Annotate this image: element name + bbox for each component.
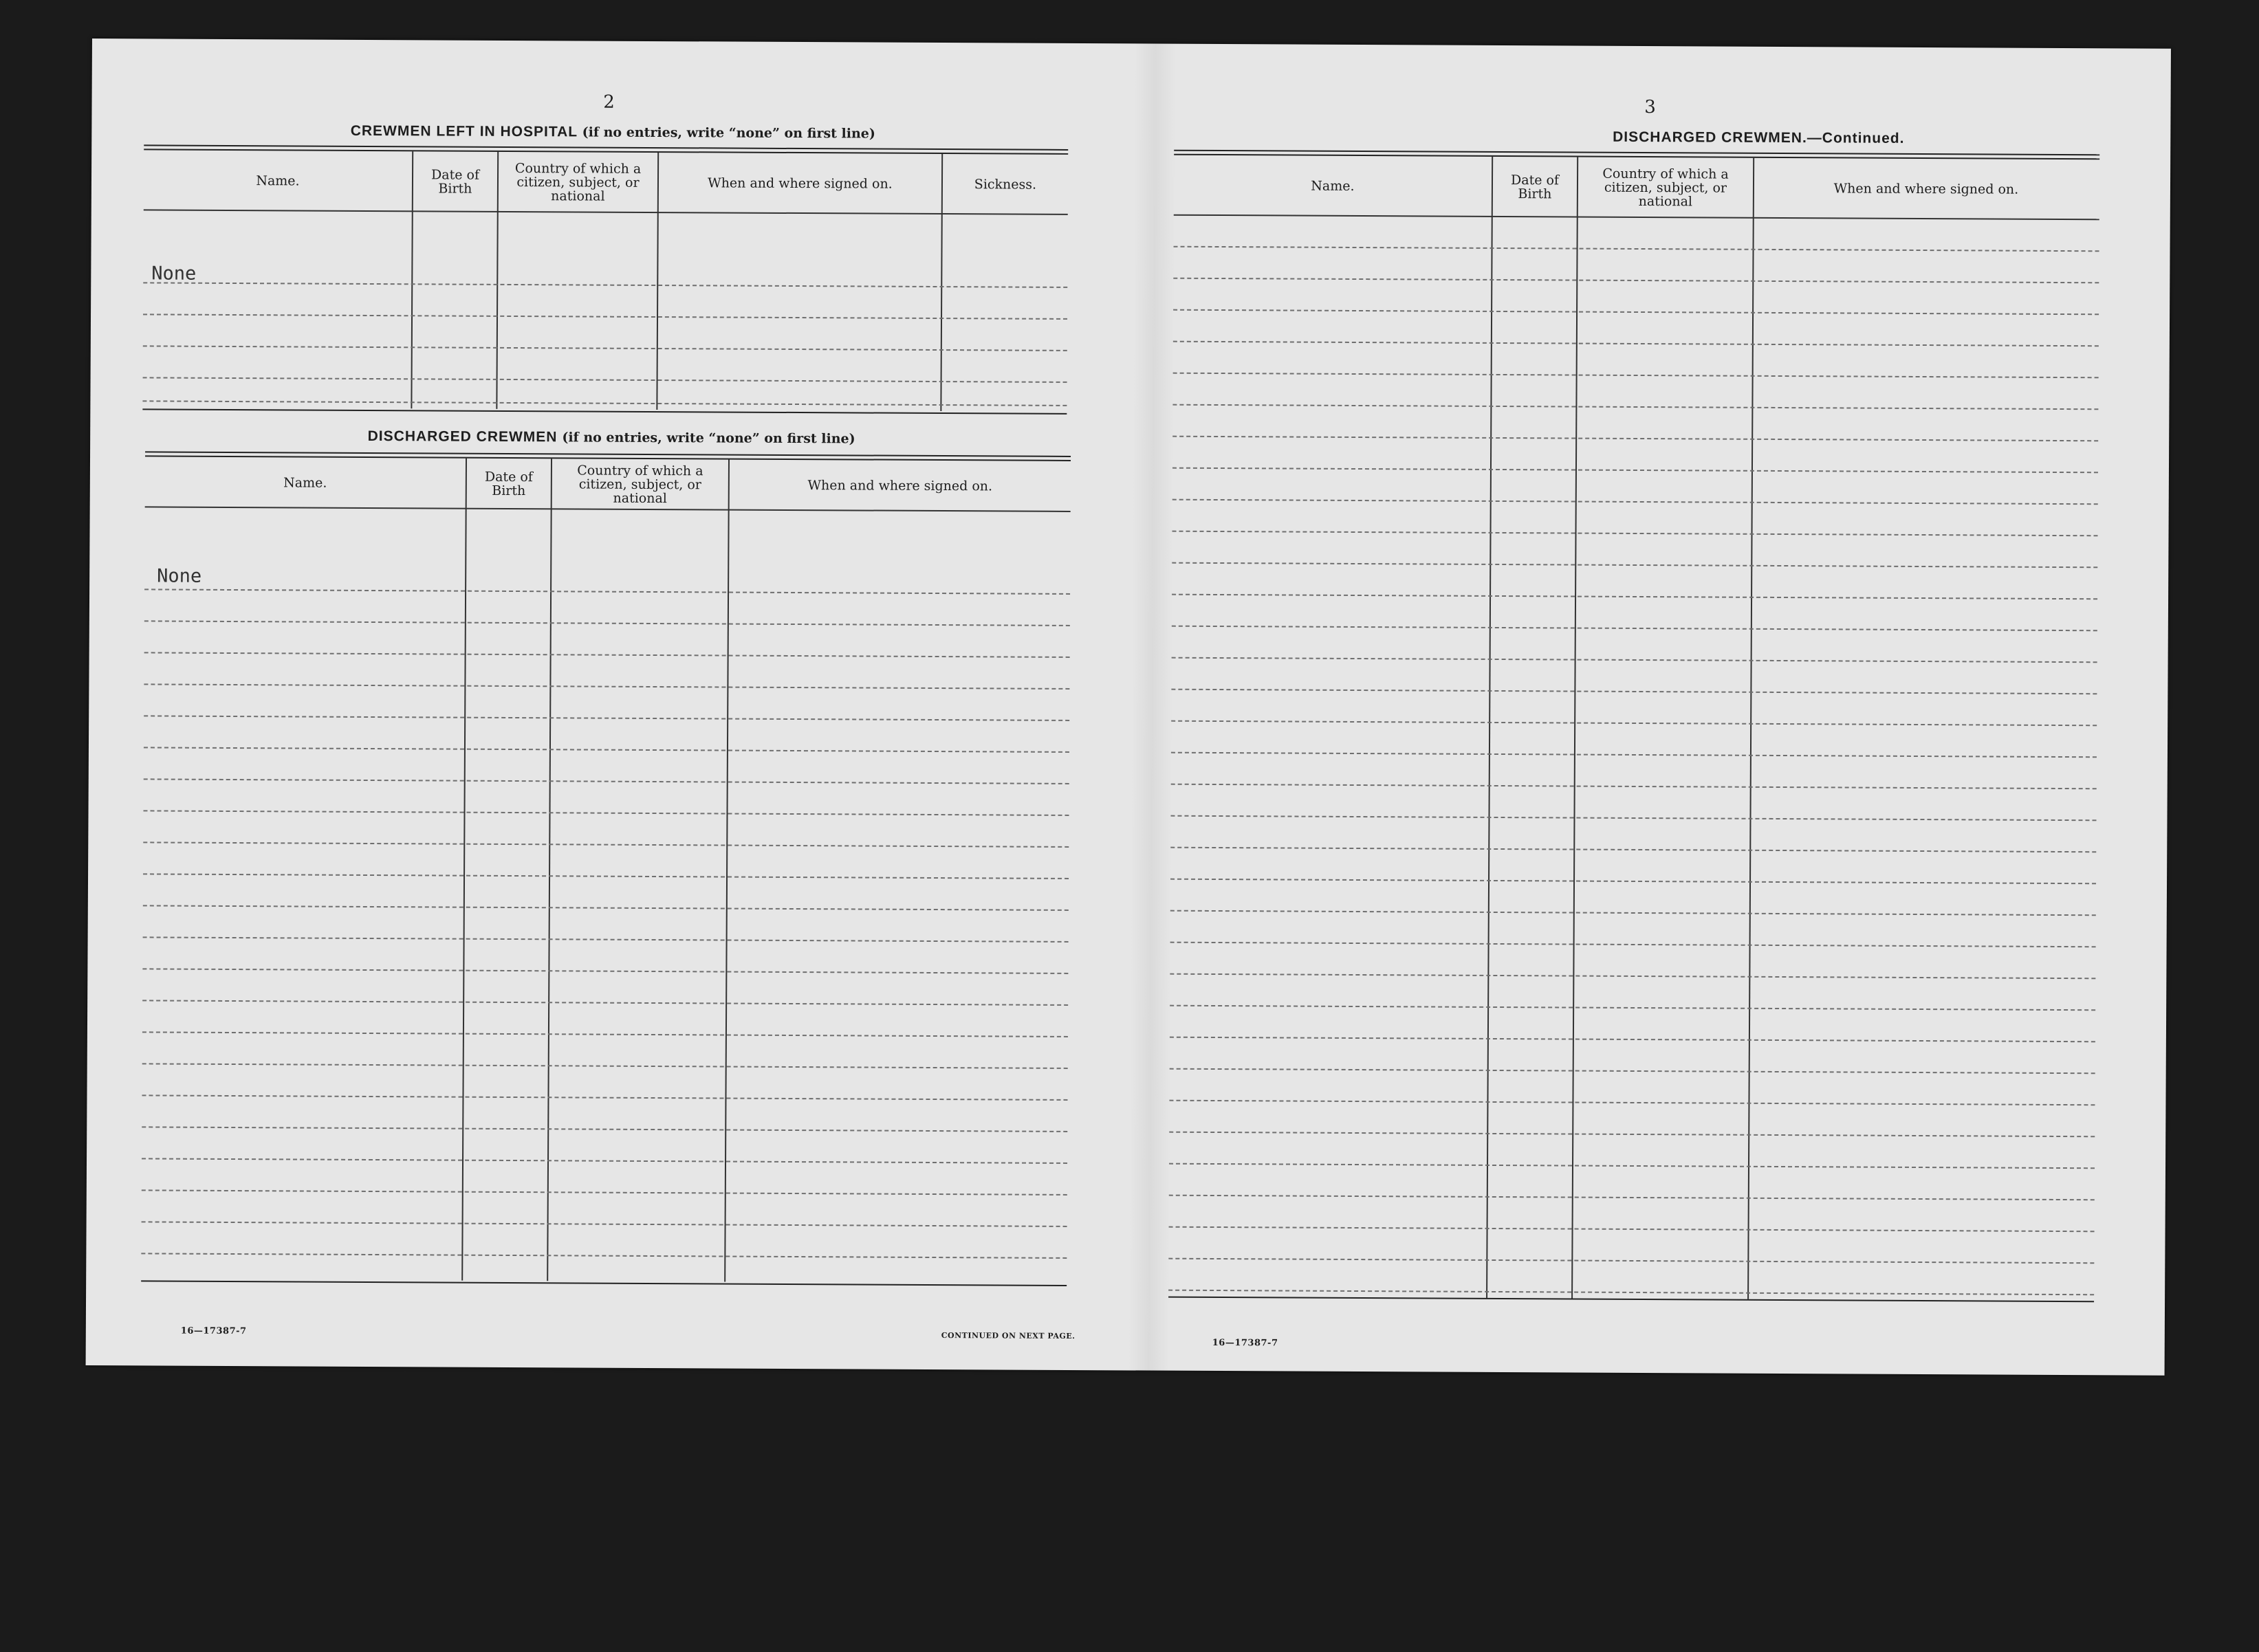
entry-line xyxy=(1172,531,2098,537)
column-header-date-of-birth: Date of Birth xyxy=(430,167,480,197)
entry-line xyxy=(142,1000,1068,1006)
entry-line xyxy=(1172,626,2097,632)
entry-line xyxy=(1172,499,2098,505)
entry-line xyxy=(143,936,1069,943)
column-divider xyxy=(724,460,730,1282)
page-number: 2 xyxy=(603,91,615,113)
entry-line xyxy=(1172,657,2097,663)
column-header-name: Name. xyxy=(1311,178,1355,194)
entry-line xyxy=(1172,594,2097,600)
entry-line xyxy=(1173,278,2099,284)
hospital-table xyxy=(142,144,1068,417)
entry-line xyxy=(1172,436,2098,442)
entry-line xyxy=(1171,784,2097,790)
table-rule xyxy=(1168,1297,2094,1303)
entry-line xyxy=(143,345,1067,351)
entry-line xyxy=(144,620,1070,626)
entry-line xyxy=(142,1158,1067,1164)
entry-line xyxy=(1169,1195,2095,1201)
column-divider xyxy=(547,459,552,1281)
entry-line xyxy=(142,1126,1067,1132)
hospital-section-title xyxy=(91,122,1134,143)
table-rule xyxy=(141,1280,1067,1286)
form-code: 16—17387-7 xyxy=(180,1325,247,1337)
entry-line xyxy=(1170,1037,2095,1043)
entry-line xyxy=(142,1063,1068,1069)
table-rule xyxy=(142,408,1067,415)
entry-line xyxy=(1173,341,2099,347)
page-number: 3 xyxy=(1644,97,1656,118)
column-header-name: Name. xyxy=(283,475,327,491)
entry-line xyxy=(1168,1258,2094,1264)
entry-line xyxy=(144,810,1069,816)
entry-line xyxy=(1169,1100,2095,1106)
entry-line xyxy=(143,282,1067,288)
column-header-name: Name. xyxy=(256,173,300,189)
entry-line xyxy=(1170,1068,2095,1075)
entry-line xyxy=(143,905,1069,911)
entry-line xyxy=(1172,562,2097,569)
entry-line xyxy=(143,873,1069,879)
entry-line xyxy=(1171,689,2097,695)
column-divider xyxy=(1571,157,1578,1299)
column-divider xyxy=(1486,157,1493,1298)
column-header-date-of-birth: Date of Birth xyxy=(1510,173,1560,202)
entry-line xyxy=(1171,720,2097,727)
discharged-continued-title: DISCHARGED CREWMEN.—Continued. xyxy=(1613,129,1905,146)
discharged-title-note: (if no entries, write “none” on first line) xyxy=(562,430,855,447)
entry-line xyxy=(1170,879,2096,885)
discharged-continued-table xyxy=(1168,150,2099,1337)
entry-line xyxy=(143,313,1067,320)
entry-line xyxy=(144,715,1069,721)
column-header-country: Country of which a citizen, subject, or national xyxy=(577,463,703,507)
entry-line xyxy=(1174,246,2099,252)
continued-note: CONTINUED ON NEXT PAGE. xyxy=(941,1331,1076,1341)
entry-line xyxy=(142,968,1068,974)
entry-line xyxy=(1170,847,2096,853)
column-divider xyxy=(1747,158,1754,1299)
entry-line xyxy=(1170,1005,2095,1011)
entry-line xyxy=(1169,1132,2095,1138)
entry-line xyxy=(1171,752,2097,758)
entry-line xyxy=(143,377,1067,383)
hospital-title-main: CREWMEN LEFT IN HOSPITAL xyxy=(350,122,578,140)
entry-line xyxy=(142,1189,1067,1196)
column-header-signed-on: When and where signed on. xyxy=(1833,181,2019,197)
entry-line xyxy=(144,747,1069,753)
right-page xyxy=(1168,44,2171,1376)
entry-line xyxy=(1170,815,2096,822)
entry-line xyxy=(141,1253,1067,1259)
entry-line xyxy=(142,1031,1068,1037)
entry-line xyxy=(1169,1163,2095,1169)
entry-line xyxy=(143,841,1069,848)
entry-line xyxy=(142,400,1067,406)
entry-line xyxy=(144,683,1069,690)
hospital-first-entry: None xyxy=(151,263,197,285)
column-header-date-of-birth: Date of Birth xyxy=(484,469,533,499)
discharged-first-entry: None xyxy=(157,565,202,587)
column-divider xyxy=(461,459,467,1281)
column-header-signed-on: When and where signed on. xyxy=(807,478,993,494)
entry-line xyxy=(142,1094,1067,1101)
entry-line xyxy=(1170,973,2095,980)
entry-line xyxy=(1172,404,2098,410)
entry-line xyxy=(144,778,1069,784)
manifest-sheet xyxy=(86,38,2171,1376)
entry-line xyxy=(1170,910,2096,916)
entry-line xyxy=(144,588,1070,595)
column-header-sickness: Sickness. xyxy=(974,177,1037,192)
entry-line xyxy=(1169,1226,2095,1233)
discharged-section-title xyxy=(90,427,1133,448)
entry-line xyxy=(1172,467,2098,474)
hospital-title-note: (if no entries, write “none” on first line) xyxy=(582,124,875,142)
column-header-country: Country of which a citizen, subject, or national xyxy=(514,161,642,204)
entry-line xyxy=(142,1221,1067,1227)
discharged-title-main: DISCHARGED CREWMEN xyxy=(367,428,558,445)
entry-line xyxy=(144,652,1070,658)
entry-line xyxy=(1173,373,2099,379)
entry-line xyxy=(1170,942,2096,948)
column-header-country: Country of which a citizen, subject, or national xyxy=(1602,166,1729,210)
entry-line xyxy=(1173,309,2099,316)
form-code: 16—17387-7 xyxy=(1212,1337,1278,1349)
discharged-table xyxy=(141,451,1071,1312)
entry-line xyxy=(1168,1290,2094,1296)
column-header-signed-on: When and where signed on. xyxy=(708,175,893,192)
left-page xyxy=(86,38,1135,1370)
